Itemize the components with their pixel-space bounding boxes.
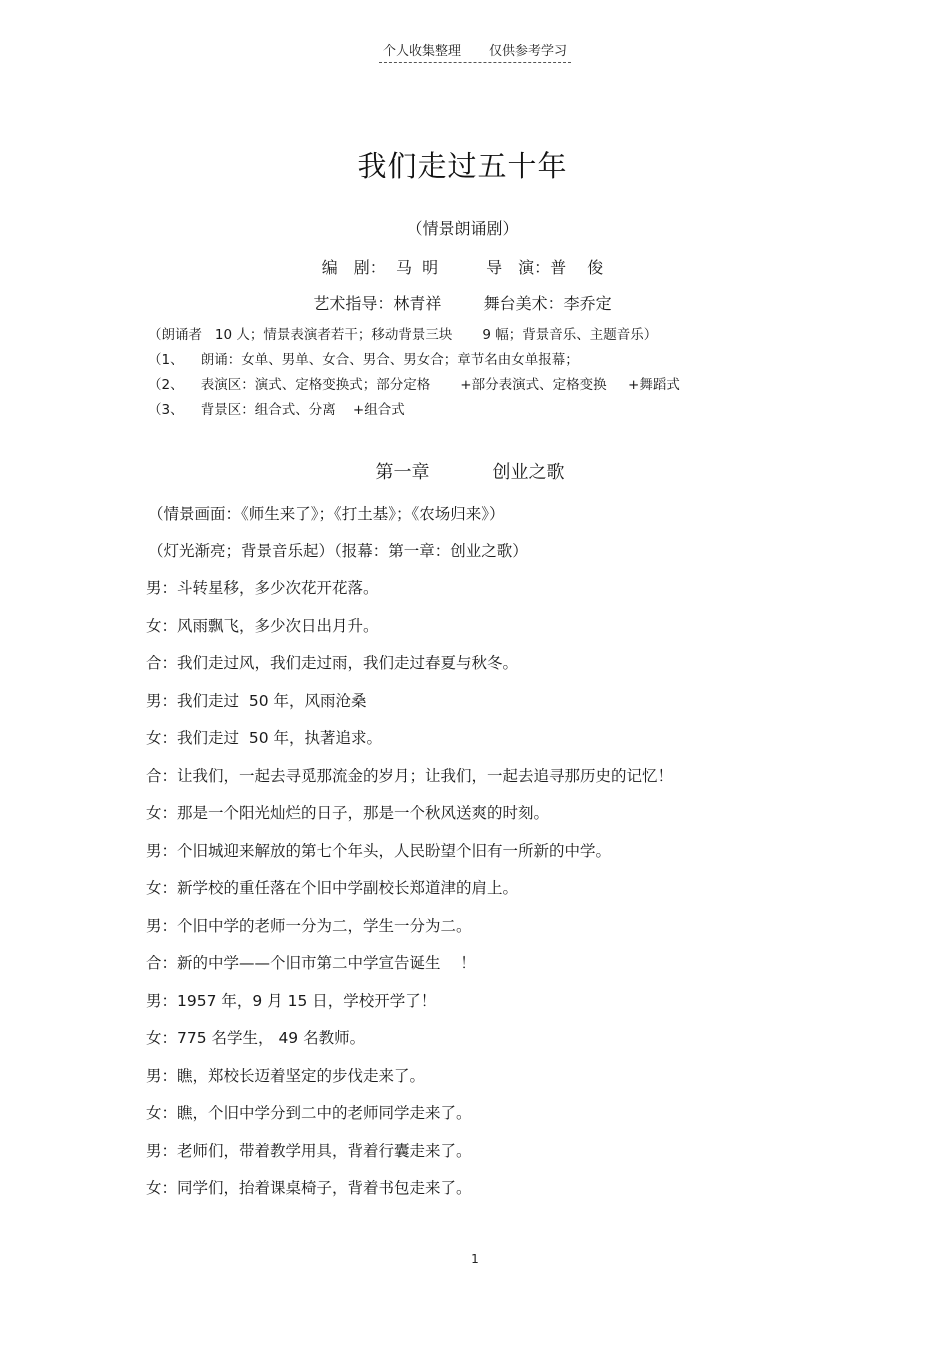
dialogue-line: 男：1957 年，9 月 15 日，学校开学了！ — [146, 991, 437, 1010]
scene-direction-1: （情景画面：《师生来了》；《打土基》；《农场归来》） — [148, 505, 505, 523]
dialogue-line: 男：个旧中学的老师一分为二，学生一分为二。 — [146, 916, 472, 935]
dialogue-line: 合：让我们，一起去寻觅那流金的岁月；让我们，一起去追寻那历史的记忆！ — [146, 766, 674, 785]
header-right-text: 仅供参考学习 — [489, 44, 568, 59]
dialogue-line: 男：斗转星移，多少次花开花落。 — [146, 579, 379, 597]
note-line: （1、 朗诵：女单、男单、女合、男合、男女合；章节名由女单报幕； — [148, 352, 579, 368]
chapter-heading — [0, 458, 940, 484]
note-line: （朗诵者 10 人；情景表演者若干；移动背景三块 9 幅；背景音乐、主题音乐） — [148, 327, 658, 343]
dialogue-line: 女：我们走过 50 年，执著追求。 — [146, 729, 383, 747]
header-left-text: 个人收集整理 — [382, 44, 461, 59]
dialogue-line: 女：瞧，个旧中学分到二中的老师同学走来了。 — [146, 1104, 472, 1122]
note-line: （3、 背景区：组合式、分离 +组合式 — [148, 402, 405, 418]
header-dashed-rule — [379, 40, 571, 63]
production-notes — [148, 323, 848, 423]
dialogue-line: 女：775 名学生， 49 名教师。 — [146, 1029, 366, 1047]
dialogue-line: 女：新学校的重任落在个旧中学副校长郑道津的肩上。 — [146, 879, 519, 897]
document-title: 我们走过五十年 — [357, 149, 568, 183]
scene-direction-2: （灯光渐亮；背景音乐起）（报幕：第一章：创业之歌） — [148, 542, 528, 560]
page-number: 1 — [471, 1252, 479, 1266]
note-line: （2、 表演区：演式、定格变换式；部分定格 +部分表演式、定格变换 +舞蹈式 — [148, 377, 680, 393]
chapter-name: 创业之歌 — [492, 462, 565, 483]
dialogue-line: 男：个旧城迎来解放的第七个年头，人民盼望个旧有一所新的中学。 — [146, 841, 612, 860]
dialogue-line: 合：我们走过风，我们走过雨，我们走过春夏与秋冬。 — [146, 654, 519, 672]
dialogue-line: 男：瞧，郑校长迈着坚定的步伐走来了。 — [146, 1066, 426, 1085]
chapter-number: 第一章 — [375, 462, 430, 483]
dialogue-list — [146, 573, 866, 1211]
document-subtitle: （情景朗诵剧） — [406, 219, 519, 238]
dialogue-line: 男：老师们，带着教学用具，背着行囊走来了。 — [146, 1141, 472, 1160]
dialogue-line: 男：我们走过 50 年，风雨沧桑 — [146, 691, 367, 710]
dialogue-line: 女：同学们，抬着课桌椅子，背着书包走来了。 — [146, 1179, 472, 1197]
credits-art-stage: 艺术指导：林青祥 舞台美术：李乔定 — [313, 294, 612, 313]
page-header — [0, 40, 950, 63]
dialogue-line: 合：新的中学——个旧市第二中学宣告诞生 ！ — [146, 954, 476, 972]
dialogue-line: 女：那是一个阳光灿烂的日子，那是一个秋风送爽的时刻。 — [146, 804, 550, 822]
dialogue-line: 女：风雨飘飞，多少次日出月升。 — [146, 616, 379, 635]
credits-writer-director: 编 剧： 马 明 导 演：普 俊 — [321, 258, 604, 277]
